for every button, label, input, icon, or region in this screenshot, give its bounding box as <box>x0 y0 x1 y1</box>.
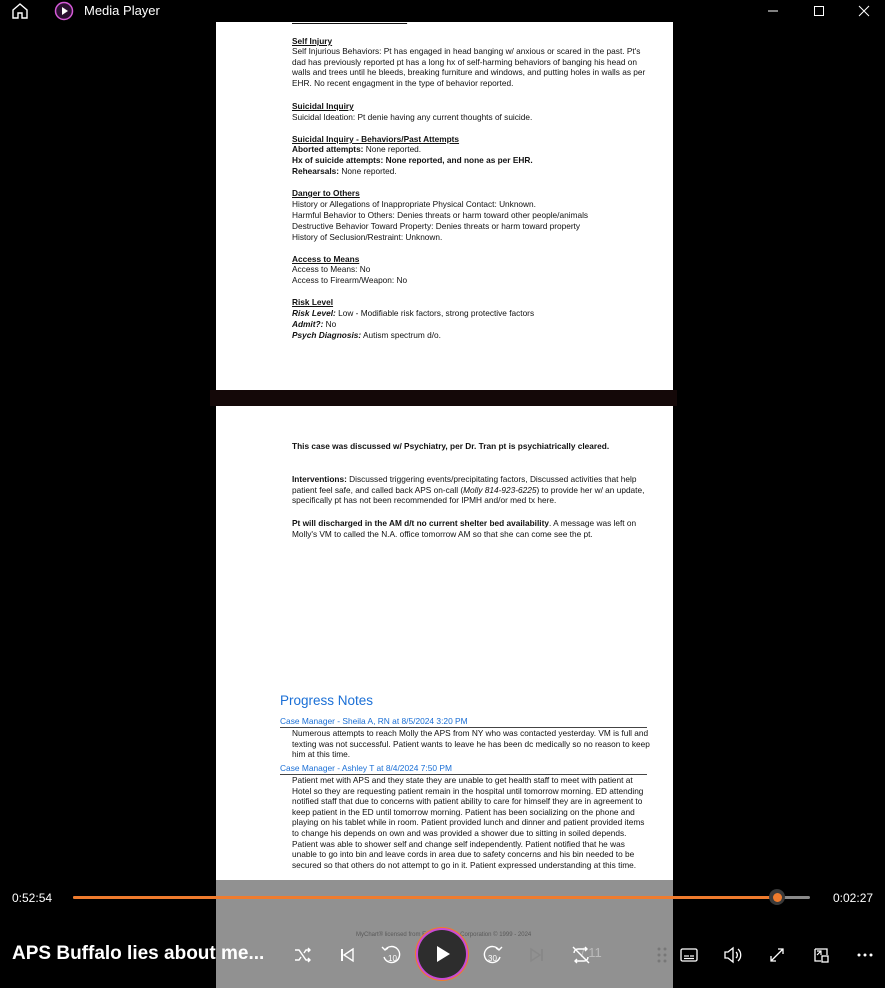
shuffle-icon[interactable] <box>289 941 317 969</box>
discussed-line: This case was discussed w/ Psychiatry, per Dr. Tran pt is psychiatrically cleared. <box>292 441 610 451</box>
remaining-time: 0:02:27 <box>833 891 874 905</box>
home-icon[interactable] <box>10 2 30 20</box>
interventions-text: Interventions: Discussed triggering events/precipitating factors, Discussed activities that help patient feel safe, and called back APS on-call (Molly 814-923-6225) to provide her w/ an update, specifically pt has not been recommended for IPMH and/or med tx here. <box>292 474 645 506</box>
access-line: Access to Firearm/Weapon: No <box>292 275 408 285</box>
more-icon[interactable] <box>851 941 879 969</box>
psych-line: Psych Diagnosis: Autism spectrum d/o. <box>292 330 441 340</box>
seek-bar-progress <box>73 896 777 899</box>
svg-text:10: 10 <box>388 954 397 963</box>
fullscreen-icon[interactable] <box>763 941 791 969</box>
close-button[interactable] <box>841 0 885 22</box>
attempts-heading: Suicidal Inquiry - Behaviors/Past Attempts <box>292 134 460 144</box>
progress-notes-title: Progress Notes <box>280 693 374 708</box>
page-gap <box>210 390 677 406</box>
rehearsals-line: Rehearsals: None reported. <box>292 166 397 176</box>
previous-icon[interactable] <box>333 941 361 969</box>
captions-icon[interactable] <box>675 941 703 969</box>
aborted-line: Aborted attempts: None reported. <box>292 144 422 154</box>
risk-level-heading: Risk Level <box>292 297 334 307</box>
seek-bar[interactable] <box>73 896 810 899</box>
volume-icon[interactable] <box>719 941 747 969</box>
suicidal-text: Suicidal Ideation: Pt denie having any current thoughts of suicide. <box>292 112 533 122</box>
access-line: Access to Means: No <box>292 264 371 274</box>
note-body: Patient met with APS and they state they are unable to get health staff to meet with patient at Hotel so they are requesting patient remain in the hospital until tomorrow morning. ED attending notified staff that due to concerns with patient ability to care for himself they are in agreement to keep patient in the ED until tomorrow morning. Patient has been socializing on the phone and playing on his tablet while in room. Patient provided lunch and dinner and patient provided items to change his depends on own and was provided a shower due to sitting in soiled depends. Patient was able to shower self and change self independently. Patient notified that he was unable to go into bin and leave cords in area due to safety concerns and his bin needed to be secured so that others do not attempt to go in it. Patient expressed understanding at this time. <box>292 775 645 870</box>
repeat-off-icon[interactable] <box>567 941 595 969</box>
page-indicator: / 11 <box>581 945 602 960</box>
note-body: Numerous attempts to reach Molly the APS from NY who was contacted yesterday. VM is full and texting was not successful. Patient wants to leave he has been dc medically so no reason to keep him at this time. <box>292 728 650 760</box>
danger-heading: Danger to Others <box>292 188 360 198</box>
app-title: Media Player <box>84 3 160 18</box>
media-player-logo-icon <box>54 1 74 21</box>
danger-line: Destructive Behavior Toward Property: Denies threats or harm toward property <box>292 221 581 231</box>
document-page-1 <box>216 0 673 390</box>
mini-player-icon[interactable] <box>807 941 835 969</box>
rewind-10-icon[interactable] <box>377 941 405 969</box>
play-icon <box>431 943 453 965</box>
danger-line: History of Seclusion/Restraint: Unknown. <box>292 232 443 242</box>
maximize-button[interactable] <box>796 0 842 22</box>
svg-text:30: 30 <box>488 954 497 963</box>
forward-30-icon[interactable] <box>479 941 507 969</box>
discharge-text: Pt will discharged in the AM d/t no current shelter bed availability. A message was left on Molly's VM to called the N.A. office tomorrow AM so that she can come see the pt. <box>292 518 637 539</box>
drag-handle-icon[interactable] <box>651 941 673 969</box>
danger-line: Harmful Behavior to Others: Denies threats or harm toward other people/animals <box>292 210 589 220</box>
note-header: Case Manager - Sheila A, RN at 8/5/2024 3:20 PM <box>280 716 647 728</box>
access-heading: Access to Means <box>292 254 360 264</box>
danger-line: History or Allegations of Inappropriate Physical Contact: Unknown. <box>292 199 536 209</box>
self-injury-heading: Self Injury <box>292 36 333 46</box>
admit-line: Admit?: No <box>292 319 337 329</box>
hx-line: Hx of suicide attempts: None reported, and none as per EHR. <box>292 155 533 165</box>
media-title: APS Buffalo lies about me... <box>12 943 265 964</box>
suicidal-heading: Suicidal Inquiry <box>292 101 354 111</box>
risk-level-line: Risk Level: Low - Modifiable risk factors, strong protective factors <box>292 308 535 318</box>
self-injury-text: Self Injurious Behaviors: Pt has engaged in head banging w/ anxious or scared in the past. Pt's dad has previously reported pt has a long hx of self-harming behaviors of banging his head on walls and trees until he bleeds, breaking furniture and windows, and putting holes in walls as per EHR. No recent engagment in the type of behavior reported. <box>292 46 646 88</box>
next-icon[interactable] <box>523 941 551 969</box>
minimize-button[interactable] <box>750 0 796 22</box>
title-bar <box>0 0 885 22</box>
elapsed-time: 0:52:54 <box>12 891 53 905</box>
note-header: Case Manager - Ashley T at 8/4/2024 7:50 PM <box>280 763 647 775</box>
play-button[interactable] <box>418 930 466 978</box>
